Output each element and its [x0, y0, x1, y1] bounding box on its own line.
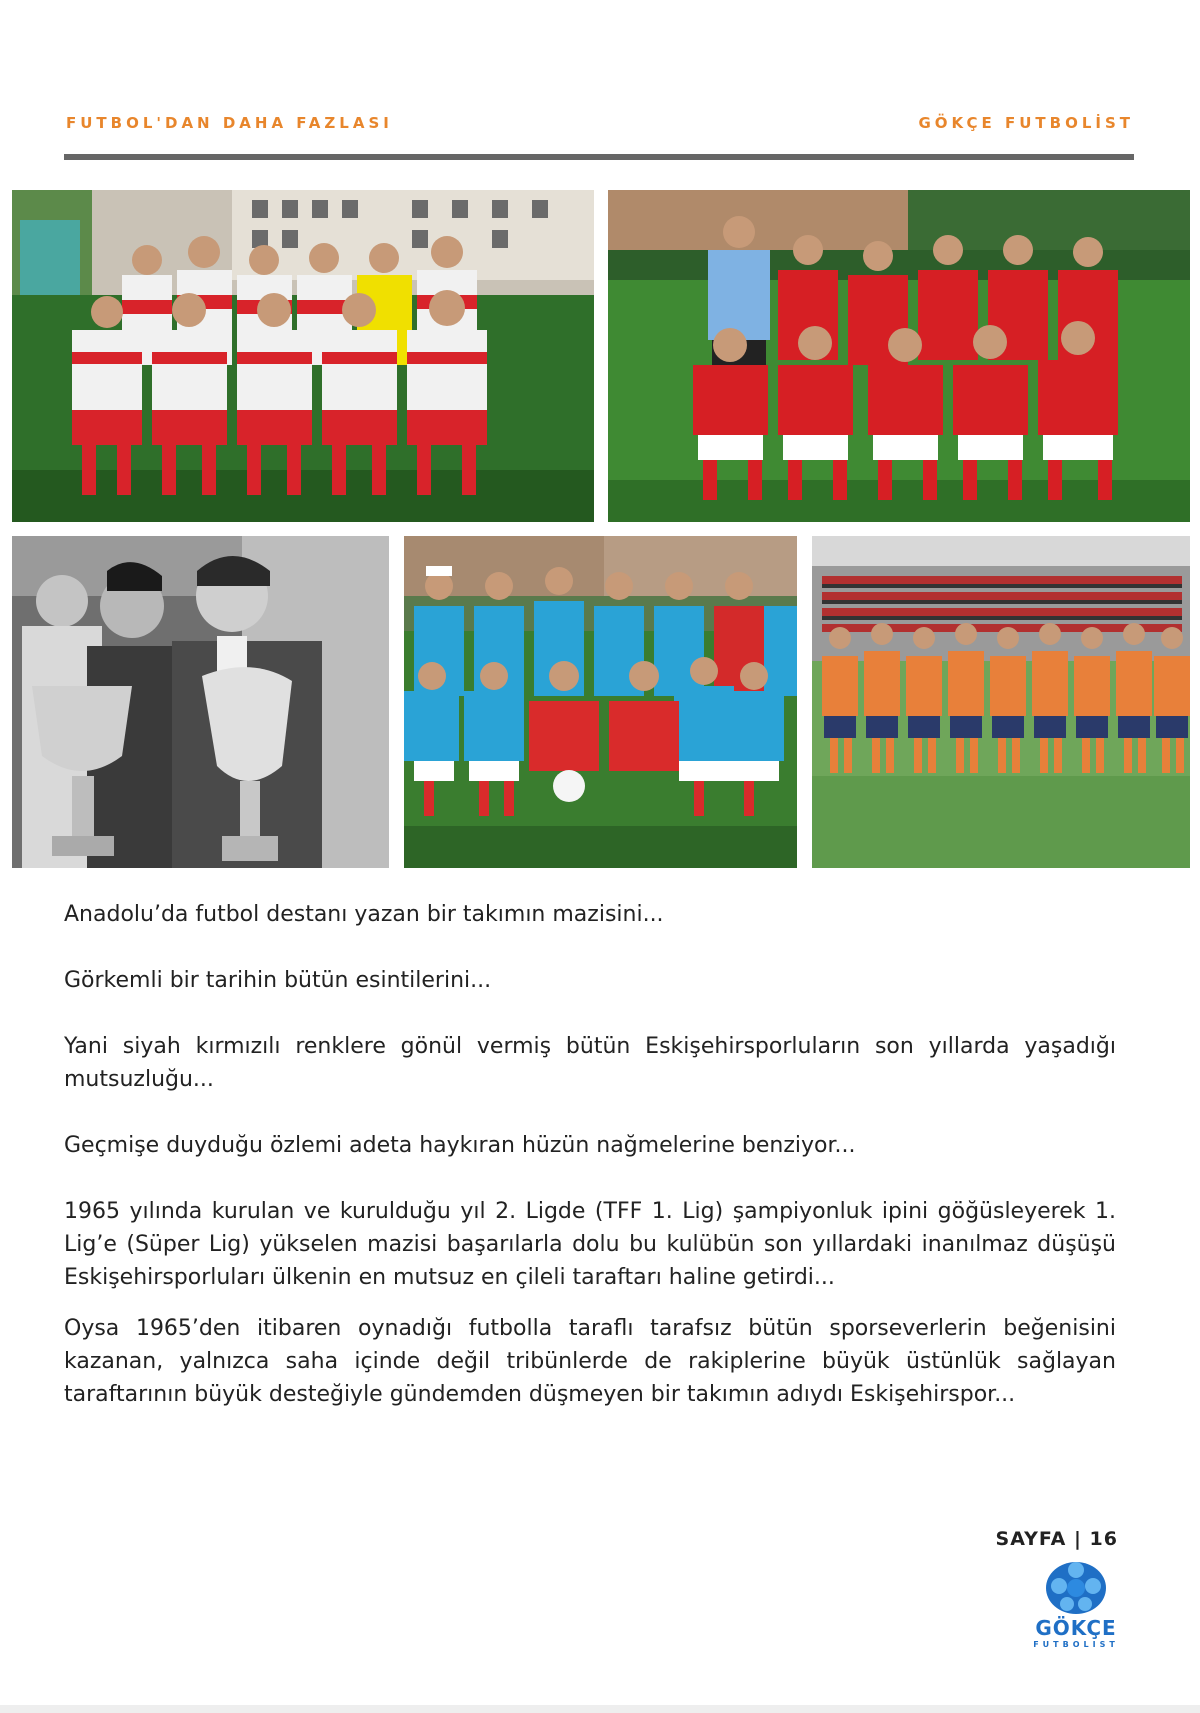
- logo-wordmark: GÖKÇE: [1035, 1616, 1117, 1640]
- paragraph: Oysa 1965’den itibaren oynadığı futbolla taraflı tarafsız bütün sporseverlerin beğenisini kazanan, yalnızca saha içinde değil tribünlerde de rakiplerine büyük üstünlük sağlayan taraftarının büyük desteğiyle gündemden düşmeyen bir takımın adıydı Eskişehirspor...: [64, 1316, 1116, 1407]
- team-photo-blue-kit: [404, 536, 797, 868]
- logo-subtitle: FUTBOLIST: [1033, 1640, 1119, 1649]
- paragraph: Yani siyah kırmızılı renklere gönül vermiş bütün Eskişehirsporluların son yıllarda yaşadığı mutsuzluğu...: [64, 1034, 1116, 1092]
- paragraph: Geçmişe duyduğu özlemi adeta haykıran hüzün nağmelerine benziyor...: [64, 1133, 856, 1158]
- gokce-futbolist-logo: [1014, 1558, 1138, 1658]
- page-bottom-edge: [0, 1705, 1200, 1713]
- header-divider: [64, 154, 1134, 160]
- article-body: [64, 898, 1116, 1444]
- team-photo-orange-kit: [812, 536, 1190, 868]
- team-photo-red-kit: [608, 190, 1190, 522]
- running-header-left: FUTBOL'DAN DAHA FAZLASI: [66, 114, 393, 132]
- paragraph: 1965 yılında kurulan ve kurulduğu yıl 2. Ligde (TFF 1. Lig) şampiyonluk ipini göğüsleyerek 1. Lig’e (Süper Lig) yükselen mazisi başarılarla dolu bu kulübün son yıllardaki inanılmaz düşüşü Eskişehirsporluları ülkenin en mutsuz en çileli taraftarı haline getirdi...: [64, 1199, 1116, 1290]
- paragraph: Anadolu’da futbol destanı yazan bir takımın mazisini...: [64, 902, 664, 927]
- team-photo-red-white-striped: [12, 190, 594, 522]
- football-icon: [1045, 1558, 1107, 1614]
- historic-trophy-photo: [12, 536, 389, 868]
- page-number: SAYFA | 16: [995, 1528, 1118, 1550]
- paragraph: Görkemli bir tarihin bütün esintilerini...: [64, 968, 492, 993]
- running-header-right: GÖKÇE FUTBOLİST: [918, 114, 1134, 132]
